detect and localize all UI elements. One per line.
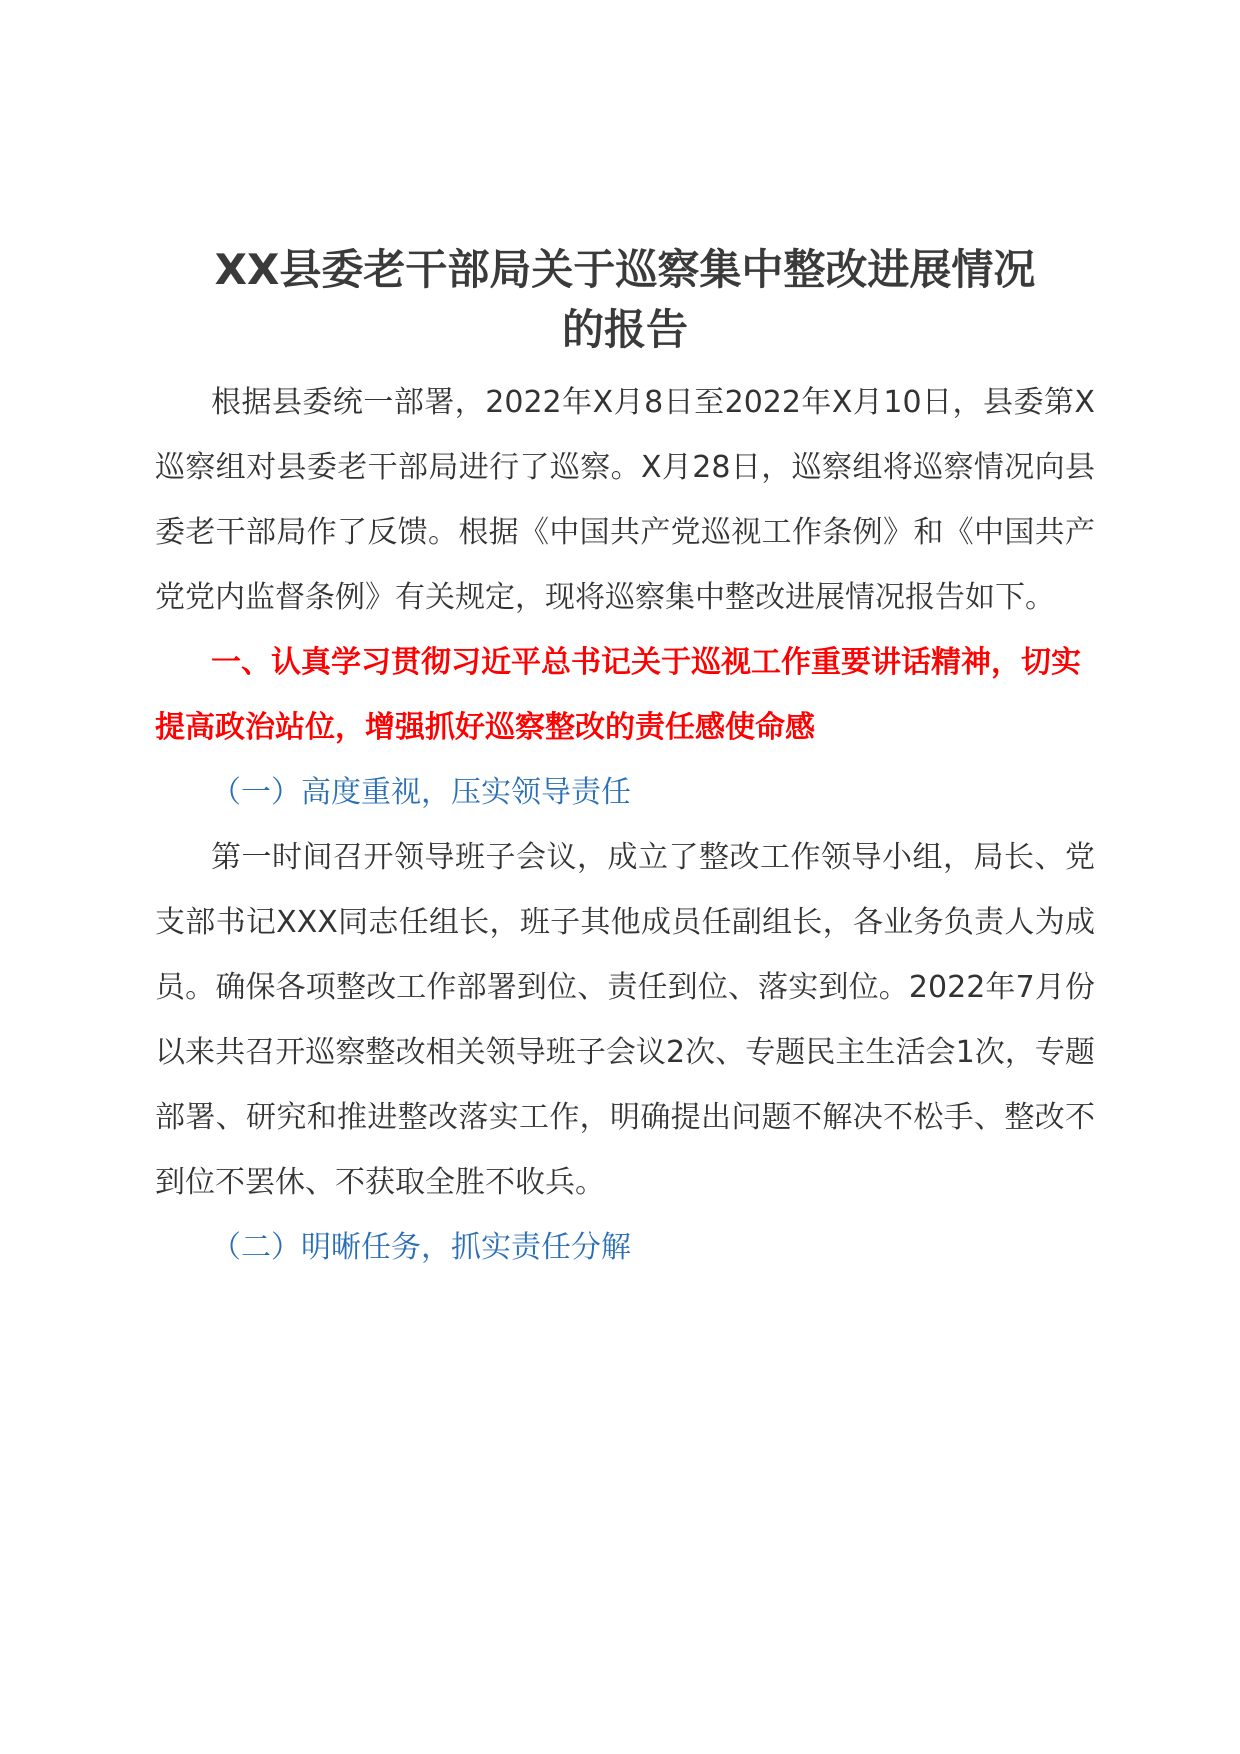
document-title bbox=[155, 240, 1095, 360]
section-1-heading: 一、认真学习贯彻习近平总书记关于巡视工作重要讲话精神，切实提高政治站位，增强抓好巡察整改的责任感使命感 bbox=[155, 645, 1081, 745]
intro-paragraph: 根据县委统一部署，2022年X月8日至2022年X月10日，县委第X巡察组对县委老干部局进行了巡察。X月28日，巡察组将巡察情况向县委老干部局作了反馈。根据《中国共产党巡视工作条例》和《中国共产党党内监督条例》有关规定，现将巡察集中整改进展情况报告如下。 bbox=[155, 385, 1095, 615]
document-body bbox=[155, 240, 1095, 1280]
subsection-2-heading: （二）明晰任务，抓实责任分解 bbox=[211, 1230, 631, 1265]
subsection-1-heading: （一）高度重视，压实领导责任 bbox=[211, 775, 631, 810]
title-line-1: XX县委老干部局关于巡察集中整改进展情况 bbox=[214, 245, 1036, 294]
subsection-1-paragraph: 第一时间召开领导班子会议，成立了整改工作领导小组，局长、党支部书记XXX同志任组长，班子其他成员任副组长，各业务负责人为成员。确保各项整改工作部署到位、责任到位、落实到位。2022年7月份以来共召开巡察整改相关领导班子会议2次、专题民主生活会1次，专题部署、研究和推进整改落实工作，明确提出问题不解决不松手、整改不到位不罢休、不获取全胜不收兵。 bbox=[155, 840, 1095, 1200]
title-line-2: 的报告 bbox=[561, 305, 688, 354]
